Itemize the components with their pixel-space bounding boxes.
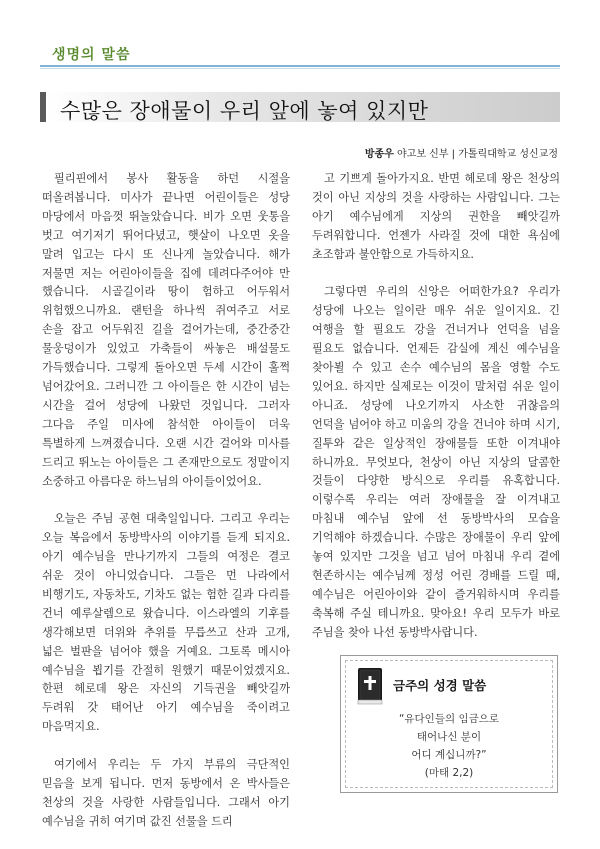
- paragraph: 오늘은 주님 공현 대축일입니다. 그리고 우리는 오늘 복음에서 동방박사의 이야기를 듣게 되지요. 아기 예수님을 만나기까지 그들의 여정은 결코 쉬운 것이 아니었습니다. 그들은 먼 나라에서 비행기도, 자동차도, 기차도 없는 험한 길과 다리를 건너 예루살렘으로 왔습니다. 이스라엘의 기후를 생각해보면 더위와 추위를 무릅쓰고 산과 고개, 넓은 벌판을 넘어야 했을 거예요. 그토록 메시아 예수님을 뵙기를 간절히 원했기 때문이었겠지요. 한편 헤로데 왕은 자신의 기득권을 빼앗길까 두려워 갓 태어난 아기 예수님을 죽이려고 마음먹지요.: [42, 512, 290, 734]
- paragraph: 그렇다면 우리의 신앙은 어떠한가요? 우리가 성당에 나오는 일이란 매우 쉬운 일이지요. 긴 여행을 할 필요도 강을 건너거나 언덕을 넘을 필요도 없습니다. 언제든 감실에 계신 예수님을 찾아뵐 수 있고 손수 예수님의 몸을 영할 수도 있어요. 하지만 실제로는 이것이 말처럼 쉬운 일이 아니죠. 성당에 나오기까지 사소한 귀찮음의 언덕을 넘어야 하고 미움의 강을 건너야 하며 시기, 질투와 같은 일상적인 장애물들 또한 이겨내야 하니까요. 무엇보다, 천상이 아닌 지상의 달콤한 것들이 다양한 방식으로 우리를 유혹합니다. 이렇수록 우리는 여러 장애물을 잘 이겨내고 마침내 예수님 앞에 선 동방박사의 모습을 기억해야 하겠습니다. 수많은 장애물이 우리 앞에 놓여 있지만 그것을 넘고 넘어 마침내 우리 곁에 현존하시는 예수님께 정성 어린 경배를 드릴 때, 예수님은 어린아이와 같이 즐거워하시며 우리를 축복해 주실 테니까요. 맞아요! 우리 모두가 바로 주님을 찾아 나선 동방박사랍니다.: [312, 285, 560, 639]
- verse-line: “유다인들의 임금으로: [398, 713, 500, 725]
- header-rule-thin: [40, 68, 560, 69]
- paragraph: 여기에서 우리는 두 가지 부류의 극단적인 믿음을 보게 됩니다. 먼저 동방에서 온 박사들은 천상의 것을 사랑한 사람들입니다. 그래서 아기 예수님을 귀히 여기며 값진 선물을 드리: [42, 758, 290, 828]
- paragraph: 필리핀에서 봉사 활동을 하던 시절을 떠올려봅니다. 미사가 끝나면 어린이들은 성당 마당에서 마음껏 뛰놀았습니다. 비가 오면 웃통을 벗고 여기저기 뛰어다녔고, 햇살이 나오면 옷을 말려 입고는 다시 또 신나게 놀았습니다. 해가 저물면 저는 어린아이들을 집에 데려다주어야 만 했습니다. 시골길이라 땅이 험하고 어두워서 위험했으니까요. 랜턴을 하나씩 쥐여주고 서로 손을 잡고 어두워진 길을 걸어가는데, 중간중간 물웅덩이가 있었고 가축들이 싸놓은 배설물도 가득했습니다. 그렇게 돌아오면 두세 시간이 훌쩍 넘어갔어요. 그러니깐 그 아이들은 한 시간이 넘는 시간을 걸어 성당에 나왔던 것입니다. 그러자 그다음 주일 미사에 참석한 아이들이 더욱 특별하게 느껴졌습니다. 오랜 시간 걸어와 미사를 드리고 뛰노는 아이들은 그 존재만으로도 정말이지 소중하고 아름다운 하느님의 아이들이었어요.: [42, 172, 290, 488]
- verse-line: 태어나신 분이: [416, 731, 482, 743]
- author-byline: [365, 145, 558, 160]
- paragraph: 고 기쁘게 돌아가지요. 반면 헤로데 왕은 천상의 것이 아닌 지상의 것을 사랑하는 사람입니다. 그는 아기 예수님에게 지상의 권한을 빼앗길까 두려워합니다. 언젠가 사라질 것에 대한 욕심에 초조함과 불안함으로 가득하지요.: [312, 172, 560, 261]
- author-name: 방종우: [364, 149, 394, 160]
- verse-text: [341, 710, 557, 782]
- right-column: [312, 170, 560, 662]
- verse-heading: 금주의 성경 말씀: [393, 678, 487, 693]
- header-rule: [40, 65, 560, 67]
- section-label: 생명의 말씀: [52, 47, 131, 63]
- left-column: [42, 170, 290, 849]
- bible-icon: [355, 666, 385, 706]
- author-detail: 야고보 신부 | 가톨릭대학교 성신교정: [397, 149, 558, 160]
- verse-reference: (마태 2,2): [424, 767, 474, 779]
- weekly-verse-box: [340, 655, 558, 793]
- page-title: 수많은 장애물이 우리 앞에 놓여 있지만: [60, 99, 429, 123]
- verse-line: 어디 계십니까?”: [411, 749, 487, 761]
